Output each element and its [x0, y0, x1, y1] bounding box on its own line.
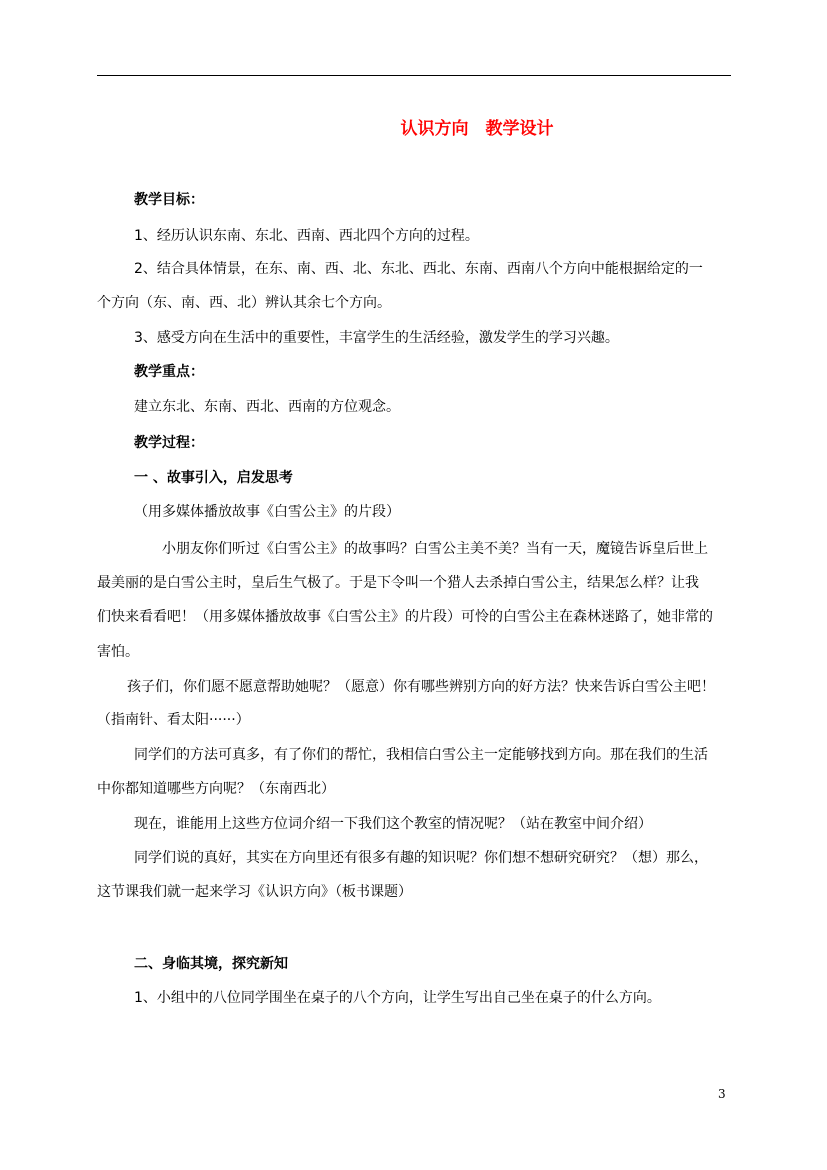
- paragraph-line: 最美丽的是白雪公主时，皇后生气极了。于是下令叫一个猎人去杀掉白雪公主，结果怎么样？让我: [97, 575, 699, 591]
- key-point-text: 建立东北、东南、西北、西南的方位观念。: [134, 399, 400, 415]
- document-title: 认识方向 教学设计: [400, 119, 554, 139]
- paragraph-line: 孩子们，你们愿不愿意帮助她呢？（愿意）你有哪些辨别方向的好方法？快来告诉白雪公主吧！: [127, 679, 715, 695]
- paragraph-line: 们快来看看吧！（用多媒体播放故事《白雪公主》的片段）可怜的白雪公主在森林迷路了，她非常的: [97, 609, 713, 625]
- paragraph-line: 中你都知道哪些方向呢？（东南西北）: [97, 781, 335, 797]
- heading-objectives: 教学目标：: [134, 192, 204, 208]
- objective-1: 1、经历认识东南、东北、西南、西北四个方向的过程。: [134, 228, 479, 244]
- heading-process: 教学过程：: [134, 435, 204, 451]
- paragraph-line: 小朋友你们听过《白雪公主》的故事吗？白雪公主美不美？当有一天，魔镜告诉皇后世上: [162, 541, 708, 557]
- paragraph-line: 这节课我们就一起来学习《认识方向》（板书课题）: [97, 884, 412, 900]
- header-rule: [97, 75, 731, 76]
- paragraph-line: 现在，谁能用上这些方位词介绍一下我们这个教室的情况呢？（站在教室中间介绍）: [134, 816, 652, 832]
- page-number: 3: [718, 1087, 726, 1101]
- objective-2-line-1: 2、结合具体情景，在东、南、西、北、东北、西北、东南、西南八个方向中能根据给定的一: [134, 261, 703, 277]
- paragraph-line: （指南针、看太阳······）: [97, 712, 250, 728]
- objective-2-line-2: 个方向（东、南、西、北）辨认其余七个方向。: [97, 295, 391, 311]
- section-2-heading: 二、身临其境，探究新知: [134, 956, 288, 972]
- paragraph-line: （用多媒体播放故事《白雪公主》的片段）: [134, 504, 400, 520]
- paragraph-line: 同学们的方法可真多，有了你们的帮忙，我相信白雪公主一定能够找到方向。那在我们的生活: [134, 747, 708, 763]
- heading-key-points: 教学重点：: [134, 364, 204, 380]
- paragraph-line: 1、小组中的八位同学围坐在桌子的八个方向，让学生写出自己坐在桌子的什么方向。: [134, 990, 661, 1006]
- section-1-heading: 一 、故事引入，启发思考: [134, 470, 293, 486]
- paragraph-line: 害怕。: [97, 644, 139, 660]
- objective-3: 3、感受方向在生活中的重要性，丰富学生的生活经验，激发学生的学习兴趣。: [134, 330, 619, 346]
- paragraph-line: 同学们说的真好，其实在方向里还有很多有趣的知识呢？你们想不想研究研究？（想）那么，: [134, 850, 708, 866]
